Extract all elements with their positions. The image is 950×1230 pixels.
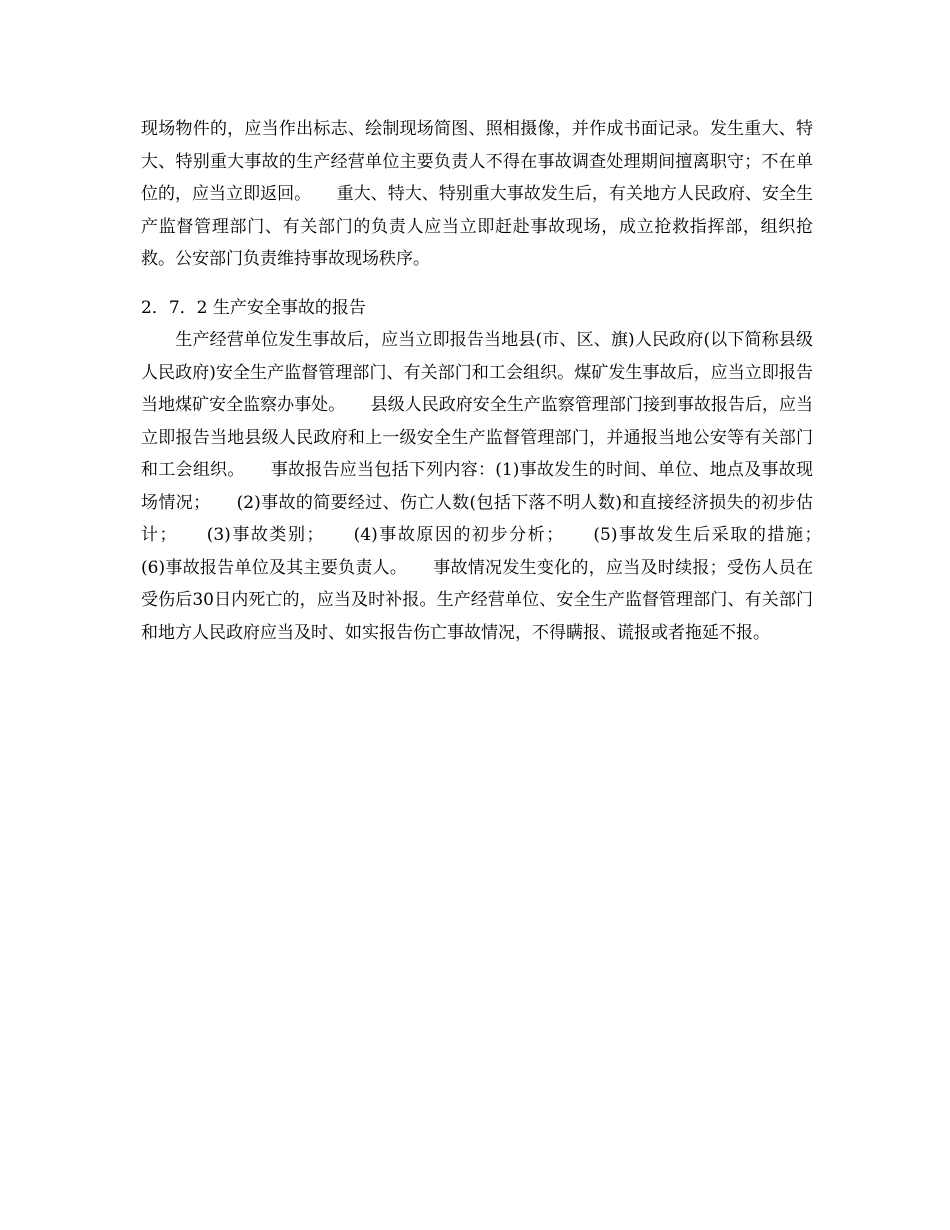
body-paragraph-1: 现场物件的，应当作出标志、绘制现场简图、照相摄像，并作成书面记录。发生重大、特大、特别重大事故的生产经营单位主要负责人不得在事故调查处理期间擅离职守；不在单位的，应当立即返回。 重大、特大、特别重大事故发生后，有关地方人民政府、安全生产监督管理部门、有关部门的负责人应当立即赶赴事故现场，成立抢救指挥部，组织抢救。公安部门负责维持事故现场秩序。 [141,119,813,269]
body-paragraph-2: 生产经营单位发生事故后，应当立即报告当地县(市、区、旗)人民政府(以下简称县级人民政府)安全生产监督管理部门、有关部门和工会组织。煤矿发生事故后，应当立即报告当地煤矿安全监察办事处。 县级人民政府安全生产监察管理部门接到事故报告后，应当立即报告当地县级人民政府和上一级安全生产监督管理部门，并通报当地公安等有关部门和工会组织。 事故报告应当包括下列内容：(1)事故发生的时间、单位、地点及事故现场情况； (2)事故的简要经过、伤亡人数(包括下落不明人数)和直接经济损失的初步估计； (3)事故类别； (4)事故原因的初步分析； (5)事故发生后采取的措施； (6)事故报告单位及其主要负责人。 事故情况发生变化的，应当及时续报；受伤人员在受伤后30日内死亡的，应当及时补报。生产经营单位、安全生产监督管理部门、有关部门和地方人民政府应当及时、如实报告伤亡事故情况，不得瞒报、谎报或者拖延不报。 [141,330,847,643]
section-heading: 2．7．2 生产安全事故的报告 [141,298,366,318]
